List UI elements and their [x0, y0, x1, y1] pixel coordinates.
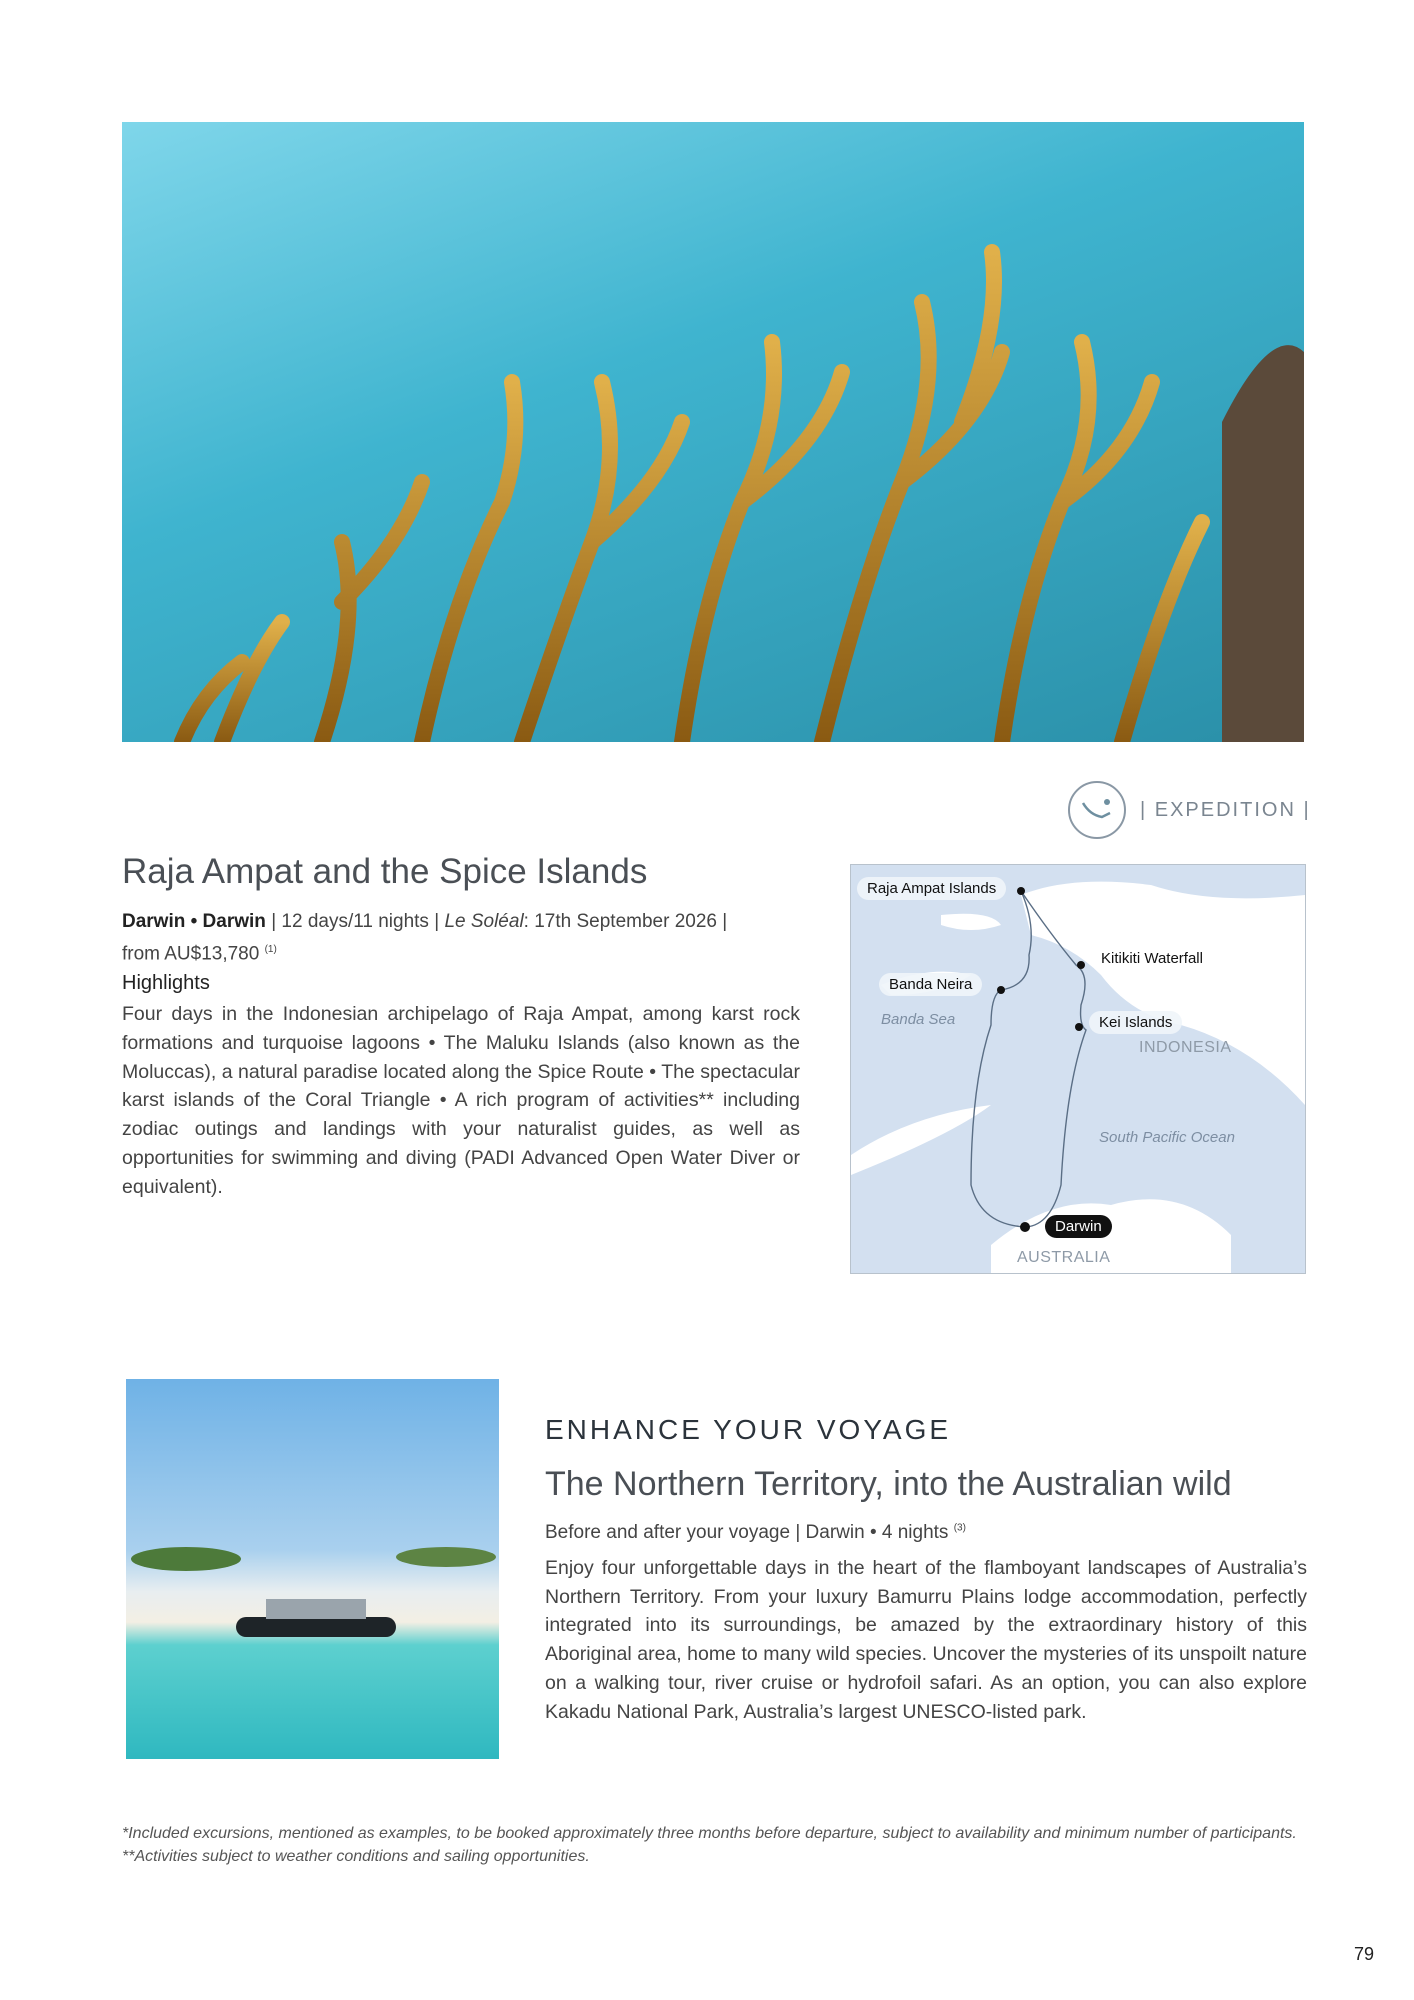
sea-label: Banda Sea	[881, 1011, 956, 1028]
enhance-heading: ENHANCE YOUR VOYAGE	[545, 1414, 952, 1445]
enhance-text: Enjoy four unforgettable days in the heart of the flamboyant landscapes of Australia’s Northern Territory. From your luxury Bamurru Plains lodge accommodation, perfectly integrated into its surroundings, be amazed by the extraordinary history of this Aboriginal area, home to many wild species. Uncover the mysteries of its unspoilt nature on a walking tour, river cruise or hydrofoil safari. As an option, you can also explore Kakadu National Park, Australia’s largest UNESCO-listed park.	[545, 1557, 1307, 1723]
map-stop-darwin: Darwin	[1045, 1215, 1112, 1238]
departure-date: : 17th September 2026 |	[523, 911, 728, 932]
map-stop-raja-ampat: Raja Ampat Islands	[857, 877, 1006, 900]
footnote: *Included excursions, mentioned as examples, to be booked approximately three months before departure, subject to availability and minimum number of participants.	[122, 1825, 1297, 1842]
price: from AU$13,780	[122, 943, 260, 965]
map-stop-banda-neira: Banda Neira	[879, 973, 982, 996]
page-number: 79	[1354, 1944, 1375, 1964]
highlights-heading: Highlights	[122, 972, 210, 994]
price-note: (1)	[264, 944, 277, 955]
country-label: AUSTRALIA	[1017, 1249, 1111, 1266]
route: Darwin • Darwin	[122, 911, 266, 932]
enhance-meta	[545, 1522, 966, 1544]
coral-reef-photo	[122, 122, 1304, 742]
enhance-meta-text: Before and after your voyage | Darwin • 4 nights	[545, 1522, 949, 1543]
enhance-meta-note: (3)	[953, 1522, 966, 1534]
ship-name: Le Soléal	[444, 911, 524, 932]
footnotes	[122, 1822, 1302, 1868]
footnote: **Activities subject to weather conditions and sailing opportunities.	[122, 1848, 590, 1865]
sea-label: South Pacific Ocean	[1099, 1129, 1235, 1146]
zodiac-beach-photo	[126, 1379, 499, 1759]
duration: | 12 days/11 nights |	[271, 911, 440, 932]
diver-icon	[1068, 781, 1126, 839]
country-label: INDONESIA	[1139, 1039, 1232, 1056]
highlights-text: Four days in the Indonesian archipelago of Raja Ampat, among karst rock formations and turquoise lagoons • The Maluku Islands (also known as the Moluccas), a natural paradise located along the Spice Route • The spectacular karst islands of the Coral Triangle • A rich program of activities** including zodiac outings and landings with your naturalist guides, as well as opportunities for swimming and diving (PADI Advanced Open Water Diver or equivalent).	[122, 1003, 800, 1198]
cruise-title: Raja Ampat and the Spice Islands	[122, 852, 648, 891]
expedition-badge	[1068, 782, 1311, 838]
map-stop-kitikiti: Kitikiti Waterfall	[1101, 950, 1203, 967]
enhance-title: The Northern Territory, into the Australian wild	[545, 1465, 1232, 1503]
cruise-meta	[122, 908, 802, 968]
expedition-label: | EXPEDITION |	[1140, 798, 1311, 821]
map-stop-kei-islands: Kei Islands	[1089, 1011, 1182, 1034]
route-map	[850, 864, 1306, 1274]
